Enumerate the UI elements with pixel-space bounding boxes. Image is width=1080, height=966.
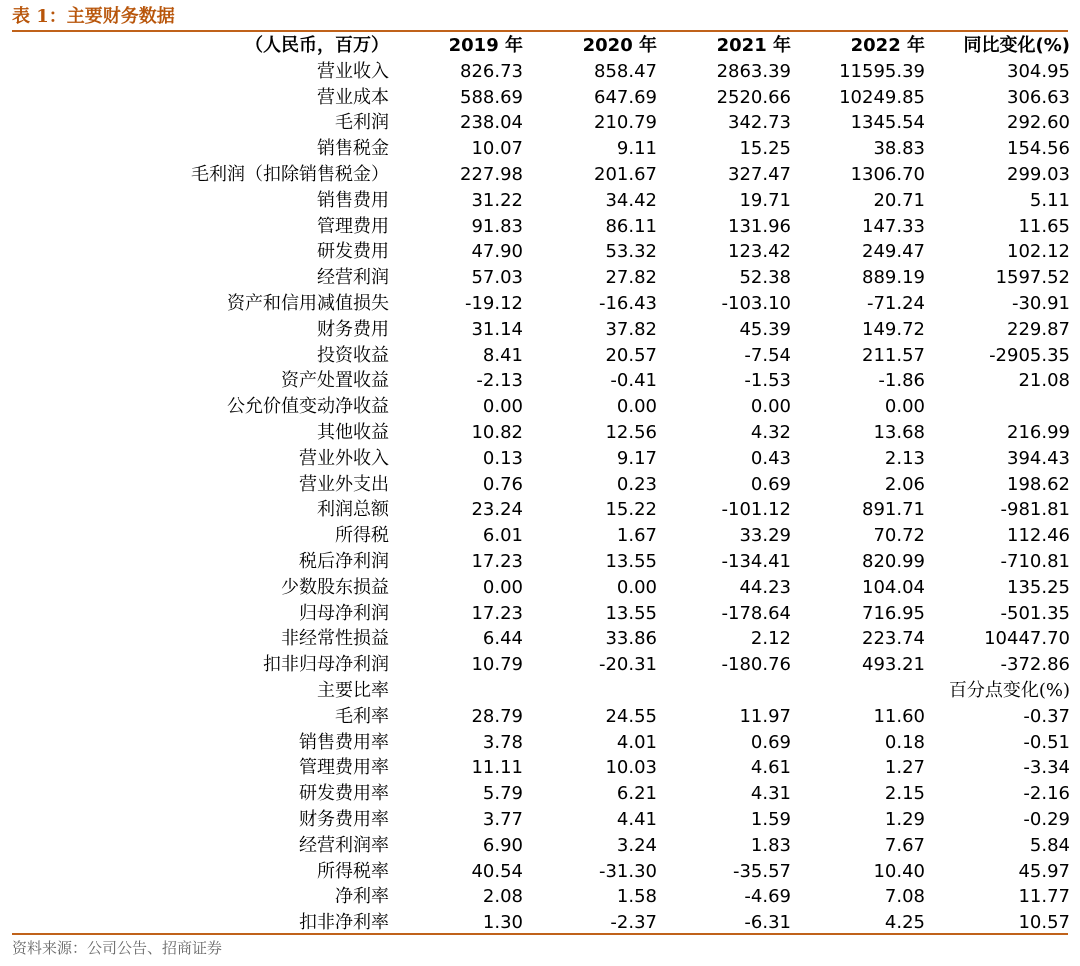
- value-2019: 91.83: [471, 215, 523, 237]
- value-2019: 5.79: [482, 783, 523, 805]
- value-2020: 15.22: [605, 499, 657, 521]
- row-label: 非经常性损益: [281, 628, 389, 650]
- value-2021: 0.00: [750, 396, 791, 418]
- value-2020: 210.79: [594, 112, 657, 134]
- value-2020: 6.21: [616, 783, 657, 805]
- row-label: 财务费用率: [299, 808, 389, 830]
- table-row: [12, 214, 1080, 240]
- table-row: [12, 884, 1080, 910]
- table-row: [12, 162, 1080, 188]
- value-2019: 31.22: [471, 189, 523, 211]
- value-2022: 1306.70: [850, 163, 925, 185]
- value-2022: 249.47: [862, 241, 925, 263]
- row-label: 管理费用: [317, 215, 389, 237]
- value-2019: 3.77: [482, 808, 523, 830]
- value-2020: 0.00: [616, 576, 657, 598]
- value-2019: 6.90: [482, 834, 523, 856]
- table-row: [12, 601, 1080, 627]
- value-2022: 2.13: [884, 447, 925, 469]
- table-row: [12, 755, 1080, 781]
- row-label: 销售费用: [317, 189, 389, 211]
- value-2022: 889.19: [862, 267, 925, 289]
- row-label: 经营利润: [317, 267, 389, 289]
- value-2020: 53.32: [605, 241, 657, 263]
- value-2022: 2.15: [884, 783, 925, 805]
- row-label: 少数股东损益: [281, 576, 389, 598]
- value-2021: 2.12: [750, 628, 791, 650]
- value-change: 299.03: [1007, 163, 1070, 185]
- value-change: -981.81: [1000, 499, 1070, 521]
- value-change: 306.63: [1007, 86, 1070, 108]
- row-label: 毛利率: [335, 705, 389, 727]
- value-2022: 149.72: [862, 318, 925, 340]
- value-2020: 34.42: [605, 189, 657, 211]
- row-label: 税后净利润: [299, 550, 389, 572]
- value-2019: 2.08: [482, 886, 523, 908]
- value-2021: -7.54: [744, 344, 791, 366]
- row-label: 扣非净利率: [299, 912, 389, 934]
- value-2021: 131.96: [728, 215, 791, 237]
- row-label: 投资收益: [317, 344, 389, 366]
- value-2019: 6.01: [482, 525, 523, 547]
- value-2020: 201.67: [594, 163, 657, 185]
- row-label: 毛利润（扣除销售税金）: [191, 163, 389, 185]
- row-label: 研发费用率: [299, 783, 389, 805]
- value-change: -0.51: [1023, 731, 1070, 753]
- value-2021: 19.71: [739, 189, 791, 211]
- value-2021: -178.64: [721, 602, 791, 624]
- table-row: [12, 678, 1080, 704]
- value-change: -3.34: [1023, 757, 1070, 779]
- value-2020: 37.82: [605, 318, 657, 340]
- table-row: [12, 59, 1080, 85]
- value-2020: 10.03: [605, 757, 657, 779]
- row-label: 归母净利润: [299, 602, 389, 624]
- value-change: 216.99: [1007, 421, 1070, 443]
- value-2021: -180.76: [721, 654, 791, 676]
- value-change: 102.12: [1007, 241, 1070, 263]
- value-2020: 20.57: [605, 344, 657, 366]
- value-change: 11.65: [1018, 215, 1070, 237]
- table-row: [12, 265, 1080, 291]
- value-2020: 0.23: [616, 473, 657, 495]
- value-2021: -103.10: [721, 292, 791, 314]
- value-change: -372.86: [1000, 654, 1070, 676]
- table-row: [12, 523, 1080, 549]
- value-2021: 0.43: [750, 447, 791, 469]
- value-2021: 4.31: [750, 783, 791, 805]
- value-change: 5.84: [1029, 834, 1070, 856]
- value-2019: 10.07: [471, 138, 523, 160]
- value-change: 198.62: [1007, 473, 1070, 495]
- table-body: [12, 59, 1080, 936]
- value-2020: 27.82: [605, 267, 657, 289]
- table-row: [12, 420, 1080, 446]
- value-2021: 11.97: [739, 705, 791, 727]
- value-2022: 20.71: [873, 189, 925, 211]
- value-2022: 10249.85: [839, 86, 925, 108]
- value-2019: -2.13: [476, 370, 523, 392]
- value-2022: 11595.39: [839, 60, 925, 82]
- table-row: [12, 317, 1080, 343]
- value-2019: 11.11: [471, 757, 523, 779]
- table-row: [12, 136, 1080, 162]
- value-change: -2.16: [1023, 783, 1070, 805]
- value-2022: -1.86: [878, 370, 925, 392]
- value-2022: 7.67: [884, 834, 925, 856]
- value-2020: 24.55: [605, 705, 657, 727]
- value-2019: 40.54: [471, 860, 523, 882]
- value-2021: 2520.66: [716, 86, 791, 108]
- value-2022: 493.21: [862, 654, 925, 676]
- value-2021: 33.29: [739, 525, 791, 547]
- row-label: 扣非归母净利润: [263, 654, 389, 676]
- row-label: 财务费用: [317, 318, 389, 340]
- row-label: 销售费用率: [299, 731, 389, 753]
- value-change: -2905.35: [989, 344, 1070, 366]
- table-row: [12, 730, 1080, 756]
- table-row: [12, 859, 1080, 885]
- table-row: [12, 807, 1080, 833]
- value-2021: 52.38: [739, 267, 791, 289]
- value-2021: 4.61: [750, 757, 791, 779]
- value-change: 394.43: [1007, 447, 1070, 469]
- value-2019: 57.03: [471, 267, 523, 289]
- value-2019: 47.90: [471, 241, 523, 263]
- value-2021: 45.39: [739, 318, 791, 340]
- value-2021: -1.53: [744, 370, 791, 392]
- value-2019: 0.00: [482, 576, 523, 598]
- value-2019: 6.44: [482, 628, 523, 650]
- value-2020: 9.11: [616, 138, 657, 160]
- header-2019: 2019 年: [448, 35, 523, 56]
- value-2021: [657, 678, 791, 704]
- value-2021: 327.47: [728, 163, 791, 185]
- value-2021: -4.69: [744, 886, 791, 908]
- value-2019: 1.30: [482, 912, 523, 934]
- value-2020: -16.43: [598, 292, 657, 314]
- value-2021: 0.69: [750, 731, 791, 753]
- value-2022: 0.00: [884, 396, 925, 418]
- value-2021: 1.59: [750, 808, 791, 830]
- row-label: 经营利润率: [299, 834, 389, 856]
- value-change: 135.25: [1007, 576, 1070, 598]
- value-2019: [389, 678, 523, 704]
- value-2022: 70.72: [873, 525, 925, 547]
- value-2021: 1.83: [750, 834, 791, 856]
- value-change: 10447.70: [984, 628, 1070, 650]
- value-change: 304.95: [1007, 60, 1070, 82]
- table-row: [12, 575, 1080, 601]
- value-2022: 4.25: [884, 912, 925, 934]
- row-label: 公允价值变动净收益: [227, 396, 389, 418]
- value-2019: 23.24: [471, 499, 523, 521]
- value-2020: 647.69: [594, 86, 657, 108]
- row-label: 主要比率: [317, 679, 389, 701]
- value-2022: 2.06: [884, 473, 925, 495]
- value-2019: 0.76: [482, 473, 523, 495]
- financial-data-table: [12, 33, 1080, 936]
- value-2021: 15.25: [739, 138, 791, 160]
- value-change: 11.77: [1018, 886, 1070, 908]
- value-2020: -31.30: [598, 860, 657, 882]
- header-2020: 2020 年: [582, 35, 657, 56]
- row-label: 毛利润: [335, 112, 389, 134]
- header-2022: 2022 年: [850, 35, 925, 56]
- value-2019: 3.78: [482, 731, 523, 753]
- value-2020: [523, 678, 657, 704]
- value-2019: 10.79: [471, 654, 523, 676]
- value-2022: 891.71: [862, 499, 925, 521]
- row-label: 其他收益: [317, 421, 389, 443]
- value-2022: 716.95: [862, 602, 925, 624]
- value-change: 45.97: [1018, 860, 1070, 882]
- value-2022: [791, 678, 925, 704]
- value-2021: -6.31: [744, 912, 791, 934]
- table-row: [12, 626, 1080, 652]
- value-2022: 38.83: [873, 138, 925, 160]
- value-2021: 4.32: [750, 421, 791, 443]
- value-change: 10.57: [1018, 912, 1070, 934]
- value-2019: 238.04: [460, 112, 523, 134]
- value-2022: 104.04: [862, 576, 925, 598]
- table-row: [12, 394, 1080, 420]
- row-label: 利润总额: [317, 499, 389, 521]
- value-change: 百分点变化(%): [948, 679, 1070, 701]
- value-2020: 13.55: [605, 602, 657, 624]
- table-row: [12, 85, 1080, 111]
- value-2022: 820.99: [862, 550, 925, 572]
- value-2022: 211.57: [862, 344, 925, 366]
- table-header: [12, 33, 1080, 59]
- header-yoy-change: 同比变化(%): [963, 35, 1070, 56]
- value-2022: 1.29: [884, 808, 925, 830]
- value-2022: -71.24: [866, 292, 925, 314]
- bottom-rule: [12, 933, 1068, 935]
- value-2019: 31.14: [471, 318, 523, 340]
- value-2021: 342.73: [728, 112, 791, 134]
- value-change: 1597.52: [995, 267, 1070, 289]
- value-2021: 44.23: [739, 576, 791, 598]
- row-label: 营业外支出: [299, 473, 389, 495]
- value-2021: -134.41: [721, 550, 791, 572]
- value-2022: 13.68: [873, 421, 925, 443]
- value-2019: 17.23: [471, 550, 523, 572]
- value-2020: 858.47: [594, 60, 657, 82]
- header-unit-label: （人民币，百万）: [245, 35, 389, 56]
- value-2022: 7.08: [884, 886, 925, 908]
- value-2019: 8.41: [482, 344, 523, 366]
- row-label: 管理费用率: [299, 757, 389, 779]
- row-label: 净利率: [335, 886, 389, 908]
- value-2021: 0.69: [750, 473, 791, 495]
- value-2019: 227.98: [460, 163, 523, 185]
- value-2022: 1.27: [884, 757, 925, 779]
- value-change: -501.35: [1000, 602, 1070, 624]
- value-2021: 123.42: [728, 241, 791, 263]
- value-change: -710.81: [1000, 550, 1070, 572]
- value-2020: 12.56: [605, 421, 657, 443]
- row-label: 所得税: [335, 525, 389, 547]
- value-2022: 0.18: [884, 731, 925, 753]
- row-label: 研发费用: [317, 241, 389, 263]
- value-change: -0.29: [1023, 808, 1070, 830]
- value-2019: -19.12: [464, 292, 523, 314]
- value-change: [925, 394, 1080, 420]
- value-2022: 1345.54: [850, 112, 925, 134]
- value-2019: 588.69: [460, 86, 523, 108]
- table-row: [12, 704, 1080, 730]
- table-row: [12, 497, 1080, 523]
- value-2020: 86.11: [605, 215, 657, 237]
- row-label: 营业外收入: [299, 447, 389, 469]
- value-2019: 10.82: [471, 421, 523, 443]
- table-title: 表 1：主要财务数据: [12, 6, 175, 27]
- value-2020: 1.67: [616, 525, 657, 547]
- table-row: [12, 188, 1080, 214]
- table-row: [12, 472, 1080, 498]
- value-2020: 3.24: [616, 834, 657, 856]
- table-row: [12, 652, 1080, 678]
- row-label: 营业成本: [317, 86, 389, 108]
- top-rule: [12, 30, 1068, 32]
- row-label: 资产和信用减值损失: [227, 292, 389, 314]
- table-row: [12, 239, 1080, 265]
- value-2021: -101.12: [721, 499, 791, 521]
- source-note: 资料来源：公司公告、招商证券: [12, 939, 223, 957]
- value-change: -0.37: [1023, 705, 1070, 727]
- row-label: 销售税金: [317, 138, 389, 160]
- value-2020: 1.58: [616, 886, 657, 908]
- value-2020: 33.86: [605, 628, 657, 650]
- row-label: 资产处置收益: [281, 370, 389, 392]
- table-row: [12, 110, 1080, 136]
- value-change: 154.56: [1007, 138, 1070, 160]
- value-2020: 4.01: [616, 731, 657, 753]
- header-2021: 2021 年: [716, 35, 791, 56]
- value-2019: 0.00: [482, 396, 523, 418]
- value-2020: 9.17: [616, 447, 657, 469]
- table-row: [12, 446, 1080, 472]
- value-2019: 826.73: [460, 60, 523, 82]
- value-change: 292.60: [1007, 112, 1070, 134]
- table-row: [12, 368, 1080, 394]
- value-2020: -0.41: [610, 370, 657, 392]
- value-change: 229.87: [1007, 318, 1070, 340]
- value-2019: 17.23: [471, 602, 523, 624]
- value-2022: 147.33: [862, 215, 925, 237]
- value-2021: 2863.39: [716, 60, 791, 82]
- value-2021: -35.57: [732, 860, 791, 882]
- value-2020: -20.31: [598, 654, 657, 676]
- value-change: 112.46: [1007, 525, 1070, 547]
- value-2020: -2.37: [610, 912, 657, 934]
- table-row: [12, 343, 1080, 369]
- table-row: [12, 781, 1080, 807]
- header-row: [12, 33, 1080, 59]
- value-2020: 4.41: [616, 808, 657, 830]
- value-2020: 13.55: [605, 550, 657, 572]
- value-change: 5.11: [1029, 189, 1070, 211]
- value-2022: 11.60: [873, 705, 925, 727]
- value-change: -30.91: [1011, 292, 1070, 314]
- row-label: 营业收入: [317, 60, 389, 82]
- value-change: 21.08: [1018, 370, 1070, 392]
- table-row: [12, 833, 1080, 859]
- value-2022: 223.74: [862, 628, 925, 650]
- value-2022: 10.40: [873, 860, 925, 882]
- table-row: [12, 291, 1080, 317]
- value-2019: 28.79: [471, 705, 523, 727]
- value-2019: 0.13: [482, 447, 523, 469]
- value-2020: 0.00: [616, 396, 657, 418]
- row-label: 所得税率: [317, 860, 389, 882]
- table-row: [12, 549, 1080, 575]
